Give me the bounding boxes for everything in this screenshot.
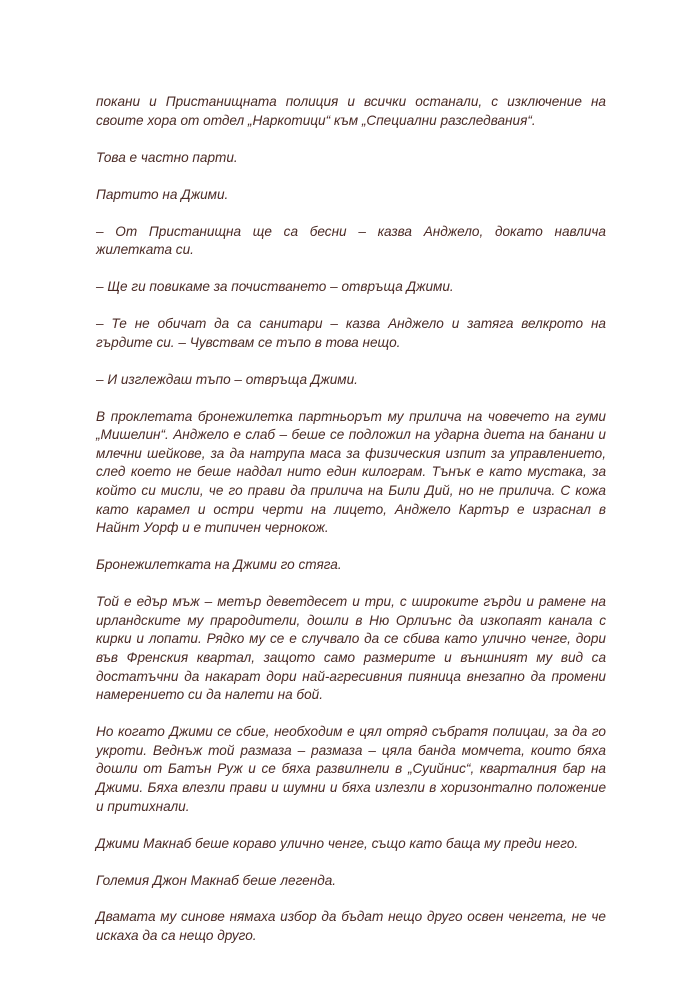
document-text-body [96, 93, 606, 964]
paragraph: Джими Макнаб беше кораво улично ченге, също като баща му преди него. [96, 835, 579, 851]
paragraph: – Те не обичат да са санитари – казва Анджело и затяга велкрото на гърдите си. – Чувствам се тъпо в това нещо. [96, 316, 606, 350]
paragraph: – От Пристанищна ще са бесни – казва Анджело, докато навлича жилетката си. [96, 223, 606, 258]
paragraph: В проклетата бронежилетка партньорът му прилича на човечето на гуми „Мишелин“. Анджело е слаб – беше се подложил на ударна диета на банани и млечни шейкове, за да натрупа маса за физическия изпит за управлението, след което не беше наддал нито един килограм. Тънък е като мустака, за който си мисли, че го прави да прилича на Били Дий, но не прилича. С кожа като карамел и остри черти на лицето, Анджело Картър е израснал в Найнт Уорф и е типичен чернокож. [96, 408, 606, 536]
paragraph: Двамата му синове нямаха избор да бъдат нещо друго освен ченгета, не че искаха да са нещо друго. [96, 909, 606, 944]
paragraph: Той е едър мъж – метър деветдесет и три, с широките гърди и рамене на ирландските му прародители, дошли в Ню Орлиънс да изкопаят канала с кирки и лопати. Рядко му се е случвало да се сбива като улично ченге, дори във Френския квартал, защото само размерите и външният му вид са достатъчни да накарат дори най-агресивния пияница внезапно да промени намерението си да налети на бой. [96, 594, 606, 703]
paragraph: Това е частно парти. [96, 149, 238, 165]
paragraph: – Ще ги повикаме за почистването – отвръща Джими. [96, 279, 454, 295]
paragraph: Но когато Джими се сбие, необходим е цял отряд събратя полицаи, за да го укроти. Веднъж той размаза – размаза – цяла банда момчета, които бяха дошли от Батън Руж и се бяха развилнели в „Суийнис“, кварталния бар на Джими. Бяха влезли прави и шумни и бяха излезли в хоризонтално положение и притихнали. [96, 724, 606, 814]
paragraph: Големия Джон Макнаб беше легенда. [96, 872, 337, 888]
paragraph: Бронежилетката на Джими го стяга. [96, 557, 342, 573]
paragraph: – И изглеждаш тъпо – отвръща Джими. [96, 371, 358, 387]
paragraph: Партито на Джими. [96, 186, 229, 202]
paragraph: покани и Пристанищната полиция и всички останали, с изключение на своите хора от отдел „Наркотици“ към „Специални разследвания“. [96, 94, 606, 128]
